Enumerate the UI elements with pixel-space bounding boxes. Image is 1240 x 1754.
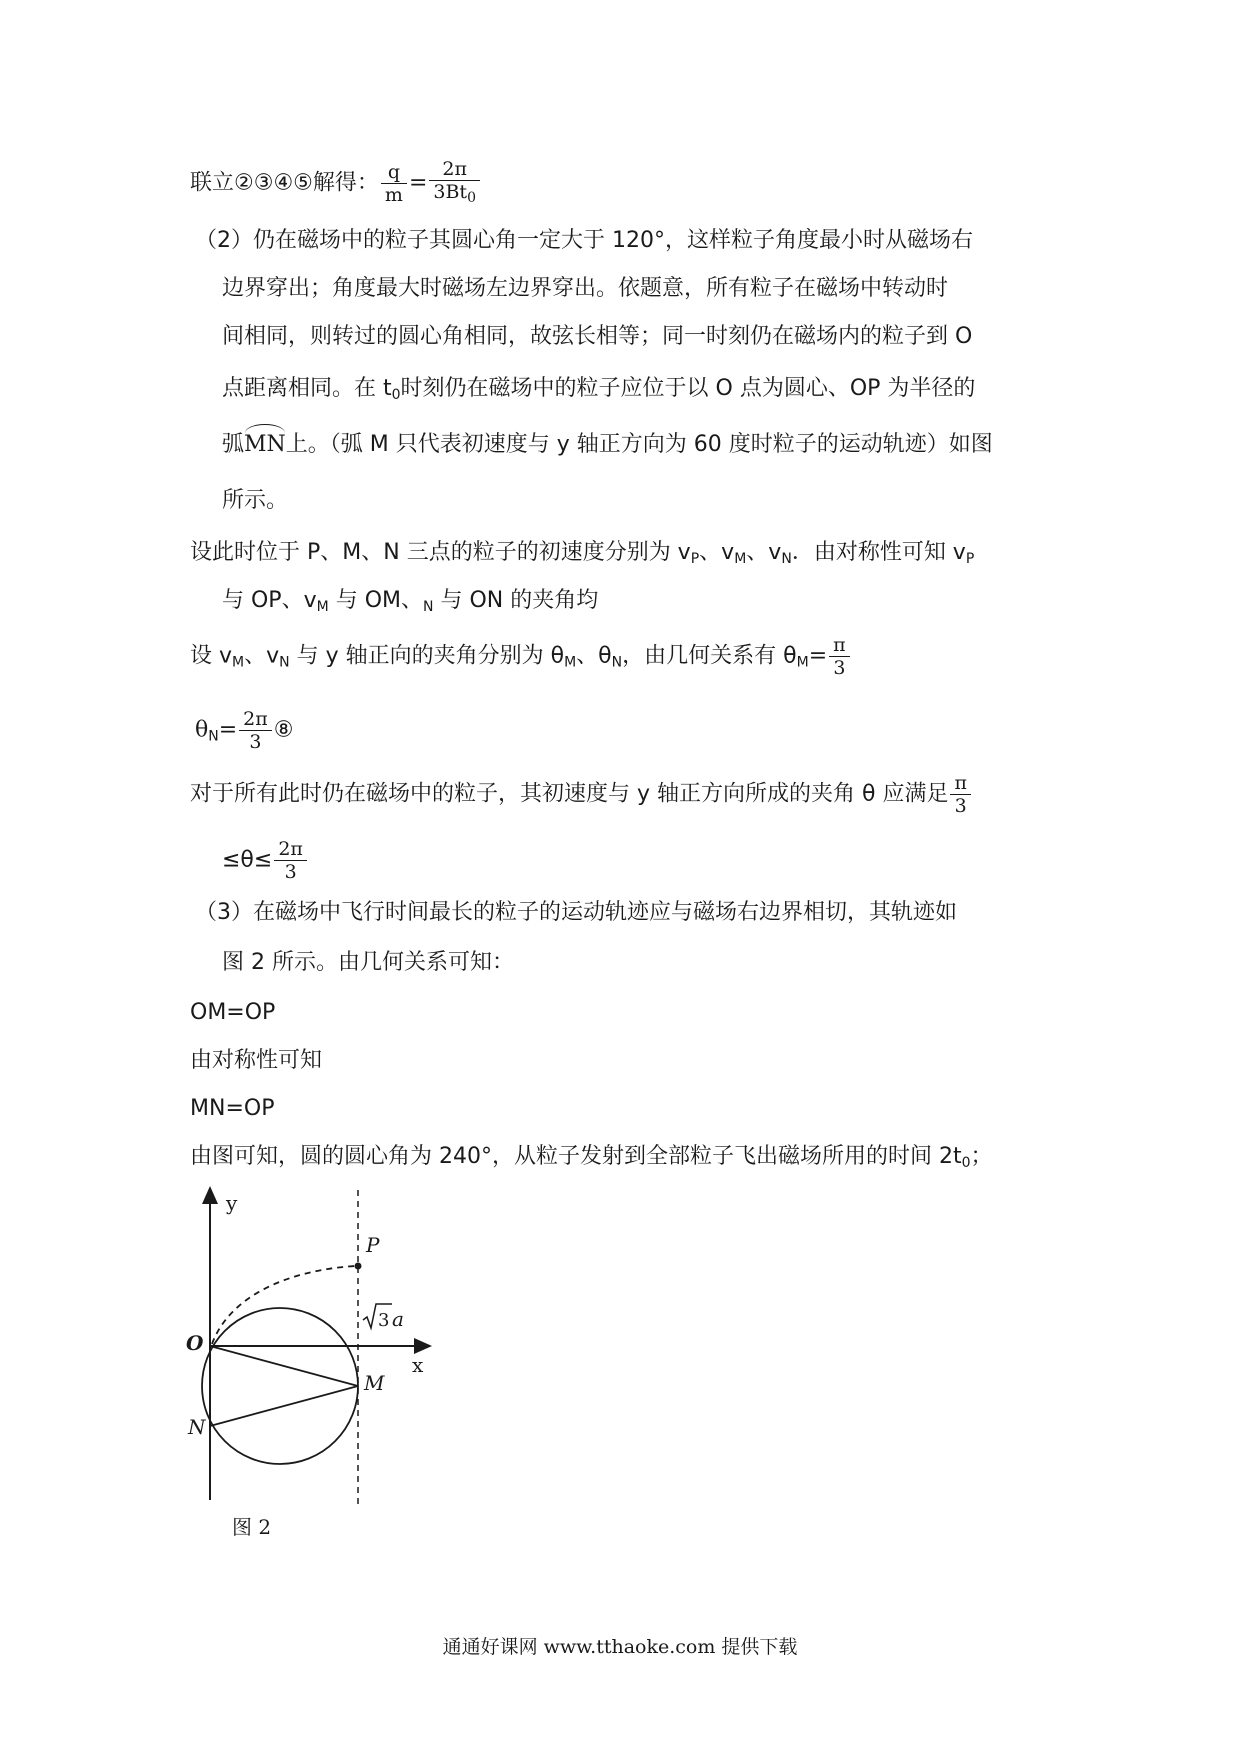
text: 时刻仍在磁场中的粒子应位于以 O 点为圆心、OP 为半径的: [400, 376, 976, 401]
t: ，由几何关系有 θ: [622, 643, 797, 669]
t: 与 ON 的夹角均: [433, 588, 599, 613]
fraction-pi-over-3: [950, 772, 971, 817]
figure-caption: 图 2: [232, 1515, 272, 1539]
s: P: [690, 551, 700, 567]
chord-nm: [210, 1386, 358, 1426]
text: 联立②③④⑤解得：: [190, 170, 379, 196]
den-text: 3Bt: [433, 181, 468, 203]
t: 与 OM、: [328, 588, 423, 613]
t: 、θ: [576, 643, 612, 669]
dashed-arc-op: [212, 1266, 355, 1344]
s: N: [423, 599, 434, 615]
mn-op-line: MN=OP: [190, 1096, 275, 1121]
den: 3: [833, 657, 846, 679]
label-y: y: [226, 1191, 238, 1215]
fraction-q-over-m: [381, 161, 407, 206]
text: 点距离相同。在 t: [222, 376, 392, 401]
num: 2π: [274, 838, 307, 861]
part5-line: [195, 708, 293, 753]
label-x: x: [412, 1353, 424, 1377]
label-m: M: [364, 1371, 385, 1395]
s: M: [564, 654, 577, 671]
arc-mark: [245, 424, 285, 433]
s: N: [611, 654, 623, 671]
page-footer: 通通好课网 www.tthaoke.com 提供下载: [442, 1636, 798, 1658]
text: 弧: [222, 432, 245, 457]
arc-text: MN: [244, 432, 286, 457]
chord-om: [210, 1346, 358, 1386]
label-a: a: [392, 1307, 404, 1331]
part2-line-4: [222, 374, 975, 410]
t: ；: [970, 1144, 993, 1169]
den-sub: 0: [467, 190, 476, 206]
s: 0: [961, 1155, 971, 1171]
part7-line: [222, 838, 309, 883]
part4-line: [190, 634, 852, 679]
conclusion-line: [190, 1142, 993, 1178]
t: θ: [195, 717, 209, 743]
part2-line-2: 边界穿出；角度最大时磁场左边界穿出。依题意，所有粒子在磁场中转动时: [222, 276, 949, 301]
fraction-2pi-over-3: [274, 838, 307, 883]
s: M: [796, 654, 809, 671]
label-o: O: [186, 1331, 204, 1355]
t: ⑧: [273, 717, 294, 743]
t: 设此时位于 P、M、N 三点的粒子的初速度分别为 v: [190, 540, 691, 565]
eq: =: [218, 717, 238, 743]
t: 与 OP、v: [222, 588, 317, 613]
t: 设 v: [190, 643, 233, 669]
fraction-2pi-over-3bt0: [429, 158, 480, 209]
t: 由图可知，圆的圆心角为 240°，从粒子发射到全部粒子飞出磁场所用的时间 2t: [190, 1144, 962, 1169]
part2-line-3: 间相同，则转过的圆心角相同，故弦长相等；同一时刻仍在磁场内的粒子到 O: [222, 324, 973, 349]
fraction-2pi-over-3: [239, 708, 272, 753]
den: 3: [249, 731, 262, 753]
eq: =: [808, 643, 828, 669]
text: 上。（弧 M 只代表初速度与 y 轴正方向为 60 度时粒子的运动轨迹）如图: [285, 432, 993, 457]
part3-heading-line-2: 图 2 所示。由几何关系可知：: [222, 950, 514, 975]
part3-line-2: [222, 586, 598, 622]
part2-line-5: [222, 430, 993, 460]
t: ．由对称性可知 v: [791, 540, 966, 565]
den: m: [384, 184, 403, 206]
t: 与 y 轴正向的夹角分别为 θ: [289, 643, 565, 669]
s: M: [232, 654, 245, 671]
sqrt-radicand: 3: [378, 1310, 390, 1331]
point-p: [355, 1263, 362, 1270]
part2-line-6: 所示。: [222, 488, 289, 513]
num: 2π: [239, 708, 272, 731]
eq: =: [408, 170, 428, 196]
figure-2: [180, 1180, 440, 1540]
num: 2π: [429, 158, 480, 181]
num: π: [950, 772, 971, 795]
om-op-line: OM=OP: [190, 1000, 276, 1025]
s: P: [965, 551, 975, 567]
s: M: [316, 599, 329, 615]
den: 3: [284, 861, 297, 883]
t: ≤θ≤: [222, 847, 273, 873]
label-sqrt3a: [363, 1304, 404, 1331]
t: 、v: [746, 540, 782, 565]
part2-line-1: （2）仍在磁场中的粒子其圆心角一定大于 120°，这样粒子角度最小时从磁场右: [195, 228, 973, 253]
num: π: [829, 634, 850, 657]
s: N: [208, 728, 219, 745]
trajectory-circle: [202, 1308, 358, 1464]
s: M: [734, 551, 747, 567]
part6-line: [190, 772, 973, 817]
label-p: P: [366, 1233, 380, 1257]
den: [429, 181, 480, 209]
arc-mn: [244, 430, 286, 460]
result-line-1: [190, 158, 482, 209]
part3-heading-line-1: （3）在磁场中飞行时间最长的粒子的运动轨迹应与磁场右边界相切，其轨迹如: [195, 900, 957, 925]
label-n: N: [188, 1415, 206, 1439]
num: q: [381, 161, 407, 184]
fraction-pi-over-3: [829, 634, 850, 679]
t: 、v: [699, 540, 735, 565]
den: 3: [954, 795, 967, 817]
symmetry-line: 由对称性可知: [190, 1048, 323, 1073]
part3-line-1: [190, 538, 974, 574]
t: 、v: [244, 643, 280, 669]
s: N: [279, 654, 290, 671]
t: 对于所有此时仍在磁场中的粒子，其初速度与 y 轴正方向所成的夹角 θ 应满足: [190, 781, 949, 807]
s: N: [781, 551, 792, 567]
sub: 0: [391, 387, 401, 403]
